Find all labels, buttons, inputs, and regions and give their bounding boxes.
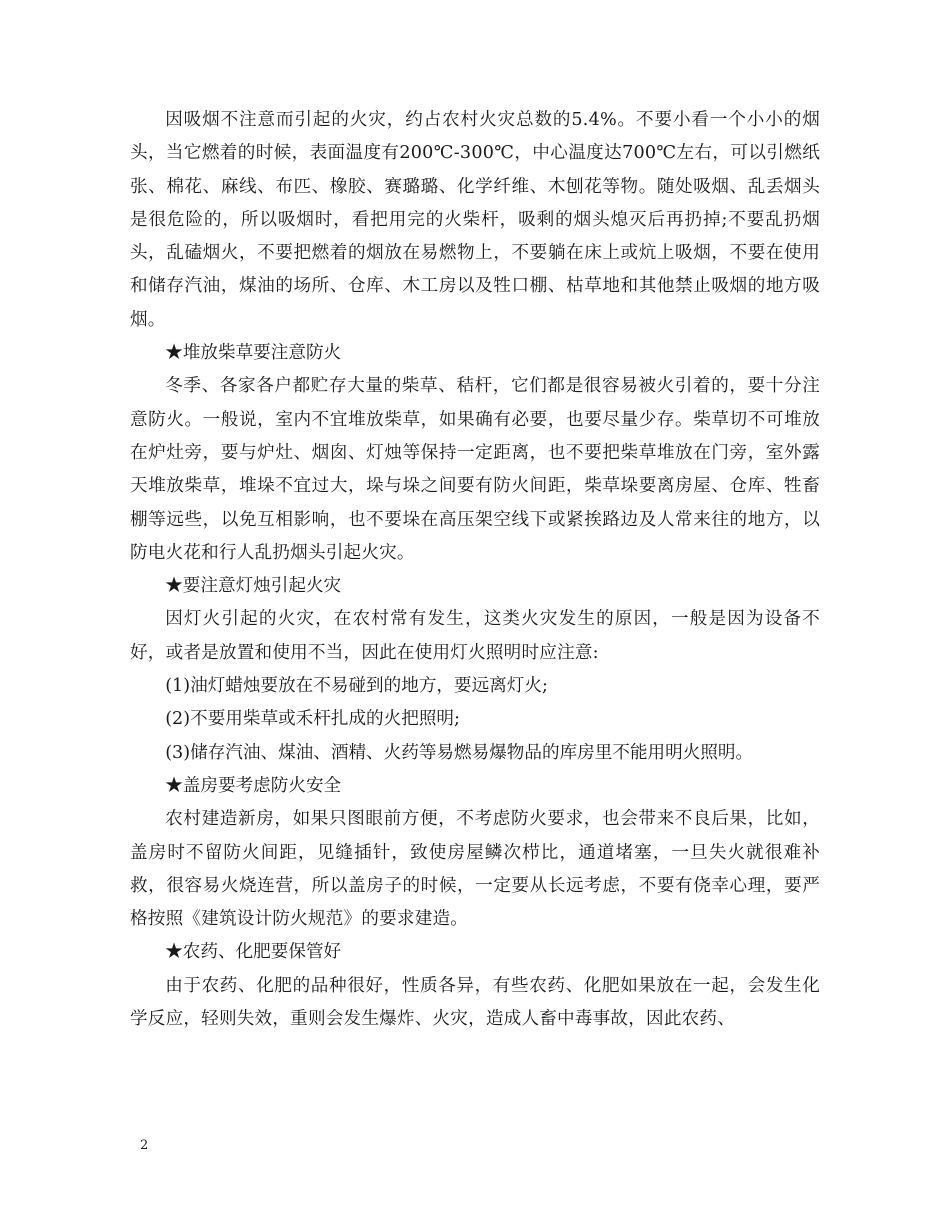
document-page xyxy=(130,104,820,1036)
heading-firewood: ★堆放柴草要注意防火 xyxy=(165,343,342,364)
paragraph-firewood: 冬季、各家各户都贮存大量的柴草、秸杆，它们都是很容易被火引着的，要十分注意防火。一般说，室内不宜堆放柴草，如果确有必要，也要尽量少存。柴草切不可堆放在炉灶旁，要与炉灶、烟囱、灯烛等保持一定距离，也不要把柴草堆放在门旁，室外露天堆放柴草，堆垛不宜过大，垛与垛之间要有防火间距，柴草垛要离房屋、仓库、牲畜棚等远些，以免互相影响，也不要垛在高压架空线下或紧挨路边及人常来往的地方，以防电火花和行人乱扔烟头引起火灾。 xyxy=(130,376,820,563)
list-item-1: (1)油灯蜡烛要放在不易碰到的地方，要远离灯火; xyxy=(165,676,548,697)
list-item-2: (2)不要用柴草或禾杆扎成的火把照明; xyxy=(165,709,460,730)
paragraph-lamps: 因灯火引起的火灾，在农村常有发生，这类火灾发生的原因，一般是因为设备不好，或者是放置和使用不当，因此在使用灯火照明时应注意: xyxy=(130,609,820,663)
heading-building: ★盖房要考虑防火安全 xyxy=(165,775,342,796)
heading-pesticides: ★农药、化肥要保管好 xyxy=(165,942,342,963)
paragraph-smoking: 因吸烟不注意而引起的火灾，约占农村火灾总数的5.4%。不要小看一个小小的烟头，当它燃着的时候，表面温度有200℃-300℃，中心温度达700℃左右，可以引燃纸张、棉花、麻线、布匹、橡胶、赛璐璐、化学纤维、木刨花等物。随处吸烟、乱丢烟头是很危险的，所以吸烟时，看把用完的火柴杆，吸剩的烟头熄灭后再扔掉;不要乱扔烟头，乱磕烟火，不要把燃着的烟放在易燃物上，不要躺在床上或炕上吸烟，不要在使用和储存汽油，煤油的场所、仓库、木工房以及牲口棚、枯草地和其他禁止吸烟的地方吸烟。 xyxy=(130,110,820,330)
page-number: 2 xyxy=(140,1138,149,1153)
heading-lamps: ★要注意灯烛引起火灾 xyxy=(165,576,342,597)
paragraph-building: 农村建造新房，如果只图眼前方便，不考虑防火要求，也会带来不良后果，比如，盖房时不留防火间距，见缝插针，致使房屋鳞次栉比，通道堵塞，一旦失火就很难补救，很容易火烧连营，所以盖房子的时候，一定要从长远考虑，不要有侥幸心理，要严格按照《建筑设计防火规范》的要求建造。 xyxy=(130,809,820,930)
list-item-3: (3)储存汽油、煤油、酒精、火药等易燃易爆物品的库房里不能用明火照明。 xyxy=(165,742,754,763)
paragraph-pesticides: 由于农药、化肥的品种很好，性质各异，有些农药、化肥如果放在一起，会发生化学反应，轻则失效，重则会发生爆炸、火灾，造成人畜中毒事故，因此农药、 xyxy=(130,975,820,1030)
